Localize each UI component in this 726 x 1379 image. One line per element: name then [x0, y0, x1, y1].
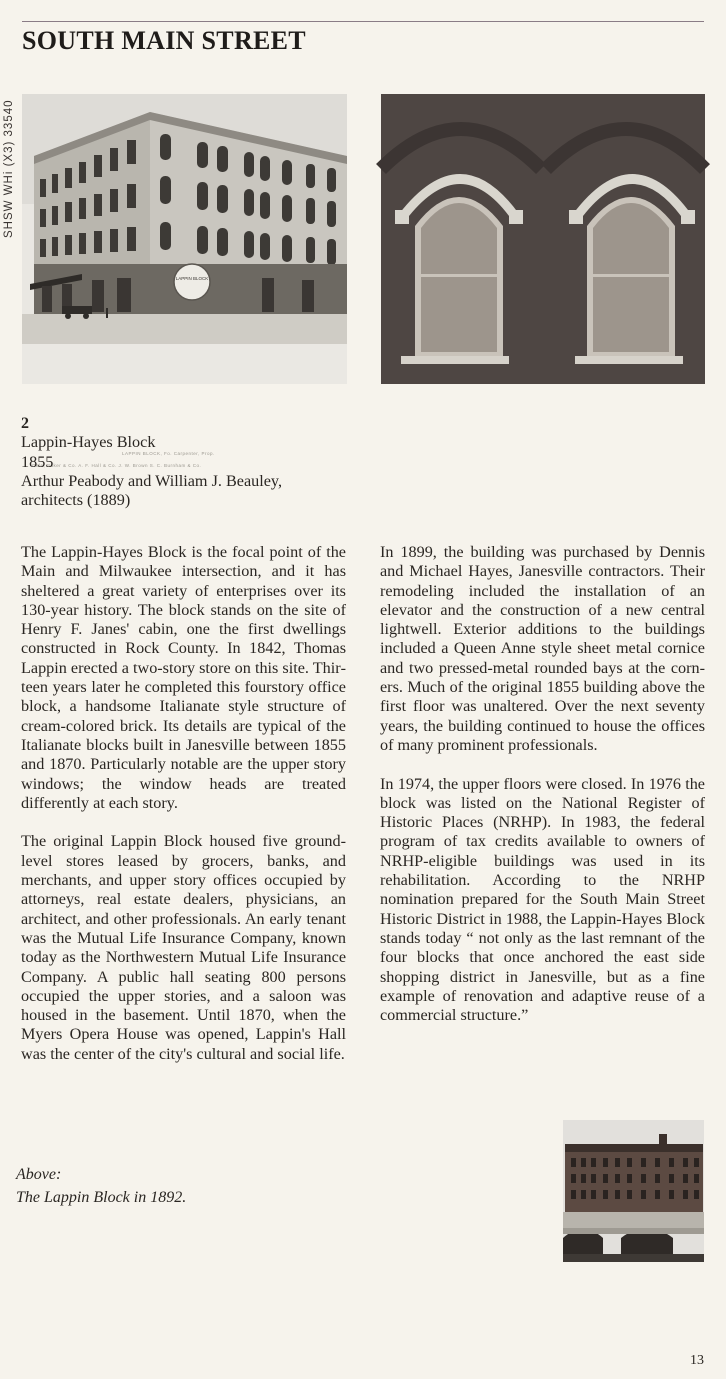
paragraph: The Lappin-Hayes Block is the focal point of the Main and Milwaukee intersection, and it has sheltered a great variety of enterprises over its 130-year history. The block stands on the site of Henry F. Janes' cabin, one the first dwellings constructed in Rock County. In 1842, Thomas Lappin erected a two-story store on this site. Thirteen years later he completed this fourstory office block, a handsome Italianate style structure of cream-colored brick. Its details are typical of the Italianate blocks built in Janesville between 1855 and 1870. Particularly notable are the upper story windows; the window heads are treated differently at each story.: [21, 543, 346, 812]
building-sign-text: LAPPIN BLOCK: [175, 276, 209, 281]
caption-strip-line: Gale, Baker & Co. A. F. Hall & Co. J. W. Brown S. C. Burnham & Co.: [32, 463, 202, 468]
entry-year: 1855: [21, 452, 54, 471]
entry-name: Lappin-Hayes Block: [21, 433, 156, 452]
entry-heading: [21, 414, 282, 510]
body-column-right: [380, 543, 705, 1045]
entry-number: 2: [21, 415, 29, 432]
body-column-left: [21, 543, 346, 1083]
caption-strip-line: LAPPIN BLOCK, Fo. Carpenter, Prop.: [122, 451, 215, 456]
arched-windows-photo: [381, 94, 705, 384]
historic-building-illustration: [22, 94, 347, 384]
page-number: 13: [690, 1353, 704, 1368]
photo-credit: SHSW WHi (X3) 33540: [3, 99, 15, 238]
caption-label: Above:: [16, 1166, 62, 1183]
window-detail-illustration: [381, 94, 705, 384]
modern-building-illustration: [563, 1120, 704, 1262]
page-title: SOUTH MAIN STREET: [22, 26, 306, 55]
entry-architects: Arthur Peabody and William J. Beauley,: [21, 471, 282, 490]
header-rule: [22, 21, 704, 22]
lappin-hayes-block-modern-photo: [563, 1120, 704, 1262]
paragraph: The original Lappin Block housed five ground-level stores leased by grocers, banks, and merchants, and upper story offices occupied by attorneys, real estate dealers, physicians, an architect, and other professionals. An early tenant was the Mutual Life Insurance Company, known today as the Northwestern Mutual Life Insurance Company. A public hall seating 800 persons occupied the upper stories, and a saloon was housed in the basement. Until 1870, when the Myers Opera House was opened, Lappin's Hall was the center of the city's cultural and social life.: [21, 832, 346, 1063]
photo-caption: [16, 1163, 186, 1209]
entry-architects-date: architects (1889): [21, 491, 131, 510]
paragraph: In 1974, the upper floors were closed. In 1976 the block was listed on the National Register of Historic Places (NRHP). In 1983, the federal program of tax credits available to owners of NRHP-eligible buildings was used in its rehabilitation. According to the NRHP nomination prepared for the South Main Street Historic District in 1988, the Lappin-Hayes Block stands today “ not only as the last remnant of the four blocks that once anchored the east side shopping district in Janesville, but as a fine example of renovation and adaptive reuse of a commercial structure.”: [380, 774, 705, 1025]
paragraph: In 1899, the building was purchased by Dennis and Michael Hayes, Janesville contractors. Their remodeling included the installation of an elevator and the construction of a new central lightwell. Exterior additions to the buildings included a Queen Anne style sheet metal cornice and two pressed-metal rounded bays at the corners. Much of the original 1855 building above the first floor was unaltered. Over the next seventy years, the building continued to house the offices of many prominent professionals.: [380, 543, 705, 754]
caption-text: The Lappin Block in 1892.: [16, 1189, 187, 1206]
